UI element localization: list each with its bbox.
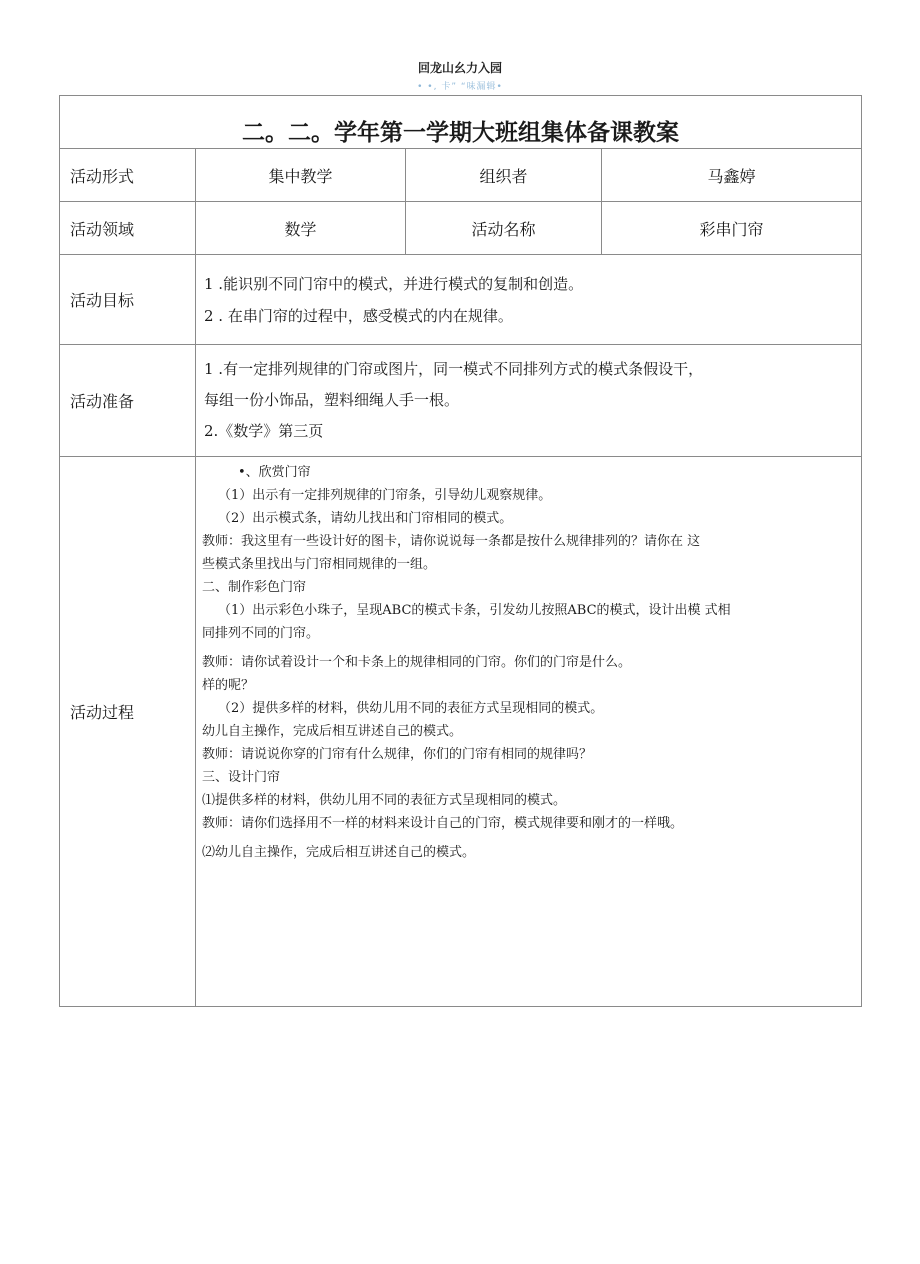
process-line: 教师：我这里有一些设计好的图卡，请你说说每一条都是按什么规律排列的？请你在 这 xyxy=(202,534,701,549)
label-activity-form: 活动形式 xyxy=(60,149,196,202)
lesson-plan-table xyxy=(59,95,862,1007)
process-line: 教师：请说说你穿的门帘有什么规律，你们的门帘有相同的规律吗？ xyxy=(202,747,593,762)
value-activity-domain: 数学 xyxy=(196,202,406,255)
preparation-content xyxy=(196,345,862,457)
process-line: （1）出示有一定排列规律的门帘条，引导幼儿观察规律。 xyxy=(218,488,552,503)
prep-line: 1 .有一定排列规律的门帘或图片，同一模式不同排列方式的模式条假设干， xyxy=(204,360,704,378)
process-line: 样的呢？ xyxy=(202,678,255,693)
process-line: （2）出示模式条，请幼儿找出和门帘相同的模式。 xyxy=(218,511,513,526)
label-activity-process: 活动过程 xyxy=(60,457,196,1007)
label-activity-domain: 活动领域 xyxy=(60,202,196,255)
process-line: •、欣赏门帘 xyxy=(238,465,311,480)
process-line: 同排列不同的门帘。 xyxy=(202,626,320,641)
row-activity-domain xyxy=(60,202,862,255)
process-line: （1）出示彩色小珠子，呈现ABC的模式卡条，引发幼儿按照ABC的模式，设计出模 式相 xyxy=(218,603,731,618)
process-line: 三、设计门帘 xyxy=(202,770,281,785)
process-line: 二、制作彩色门帘 xyxy=(202,580,307,595)
process-line: ⑴提供多样的材料，供幼儿用不同的表征方式呈现相同的模式。 xyxy=(202,793,567,808)
document-title: 二。二。学年第一学期大班组集体备课教案 xyxy=(60,96,862,149)
value-organizer: 马鑫婷 xyxy=(602,149,862,202)
prep-line: 2.《数学》第三页 xyxy=(204,422,324,440)
value-activity-name: 彩串门帘 xyxy=(602,202,862,255)
row-activity-process xyxy=(60,457,862,1007)
row-activity-preparation xyxy=(60,345,862,457)
value-activity-form: 集中教学 xyxy=(196,149,406,202)
label-organizer: 组织者 xyxy=(406,149,602,202)
process-line: 些模式条里找出与门帘相同规律的一组。 xyxy=(202,557,437,572)
row-activity-goals xyxy=(60,255,862,345)
school-name: 回龙山幺力入园 xyxy=(417,61,502,75)
goal-line: 2 . 在串门帘的过程中，感受模式的内在规律。 xyxy=(204,306,513,325)
label-activity-name: 活动名称 xyxy=(406,202,602,255)
goal-line: 1 .能识别不同门帘中的模式，并进行模式的复制和创造。 xyxy=(204,274,584,293)
label-activity-goals: 活动目标 xyxy=(60,255,196,345)
process-line: （2）提供多样的材料，供幼儿用不同的表征方式呈现相同的模式。 xyxy=(218,701,604,716)
goals-content xyxy=(196,255,862,345)
process-line: ⑵幼儿自主操作，完成后相互讲述自己的模式。 xyxy=(202,845,476,860)
prep-line: 每组一份小饰品，塑料细绳人手一根。 xyxy=(204,391,460,409)
process-line: 幼儿自主操作，完成后相互讲述自己的模式。 xyxy=(202,724,463,739)
row-activity-form xyxy=(60,149,862,202)
label-activity-preparation: 活动准备 xyxy=(60,345,196,457)
process-line: 教师：请你试着设计一个和卡条上的规律相同的门帘。你们的门帘是什么。 xyxy=(202,655,632,670)
faint-stamp-text: • •, 卡” “味漏辑• xyxy=(417,82,503,92)
process-line: 教师：请你们选择用不一样的材料来设计自己的门帘，模式规律要和刚才的一样哦。 xyxy=(202,816,684,831)
process-content xyxy=(196,457,862,1007)
